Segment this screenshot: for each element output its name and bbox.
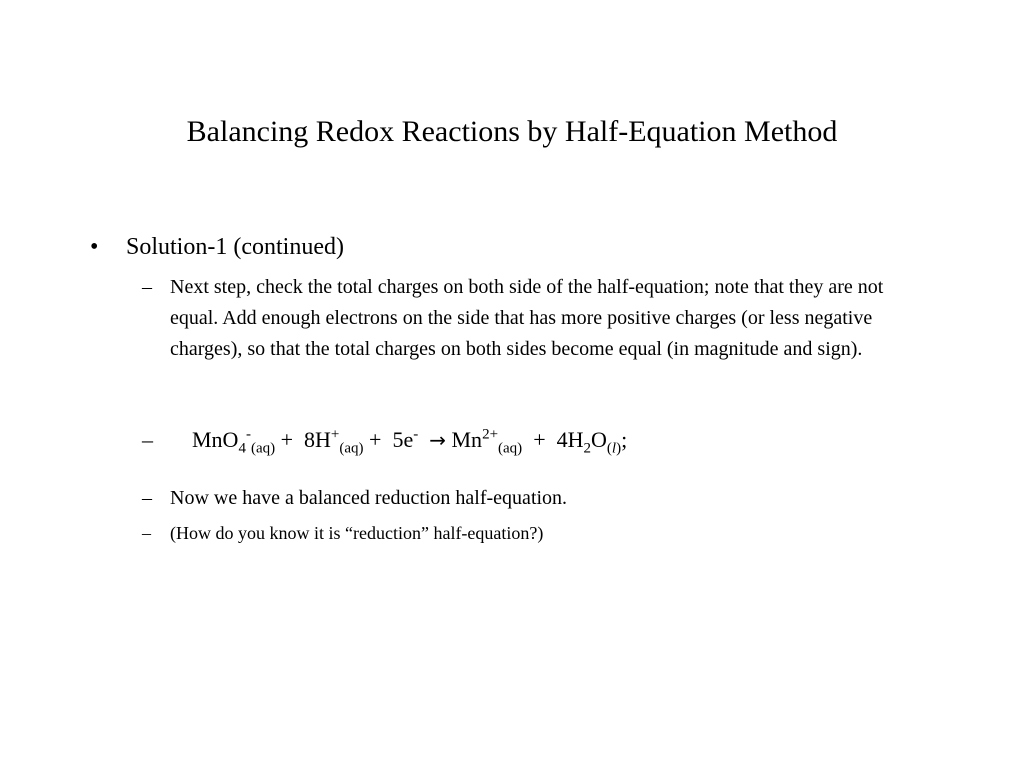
eq-state-aq: (aq) [498,440,523,457]
eq-electrons-superscript: - [413,426,419,443]
reaction-arrow-icon: → [429,428,446,452]
next-step-text: Next step, check the total charges on both side of the half-equation; note that they are not equal. Add enough electrons on the side that has more positive charges (or less negative charges), so that the total charges on both sides become equal (in magnitude and sign). [170,276,884,360]
eq-mno4-subscript: 4 [238,440,246,457]
eq-state-liquid [607,440,621,456]
slide-title: Balancing Redox Reactions by Half-Equation Method [186,115,838,148]
eq-electrons: 5e [392,427,414,452]
eq-state-aq: (aq) [339,440,364,457]
eq-manganese-superscript: 2+ [482,426,499,443]
eq-liquid-l: l [611,440,617,457]
eq-manganese: Mn [451,427,483,452]
dash-marker: – [142,523,151,543]
eq-plus: + [280,427,294,452]
eq-plus: + [369,427,382,452]
eq-hydrogen: 8H [304,427,331,452]
eq-hydrogen-superscript: + [330,426,340,443]
bullet-text: Solution-1 (continued) [126,234,344,260]
eq-plus: + [533,427,546,452]
bullet-marker: • [90,234,99,260]
question-text: (How do you know it is “reduction” half-equation?) [170,523,544,543]
dash-marker: – [142,427,153,452]
eq-state-aq: (aq) [250,440,276,457]
dash-marker: – [142,487,152,509]
eq-mno4-superscript: - [245,426,251,443]
eq-water-o: O [591,427,607,452]
eq-end: ; [621,427,628,452]
eq-water-h: 4H [556,427,584,452]
balanced-text: Now we have a balanced reduction half-equation. [170,487,568,509]
eq-mno4: MnO [192,427,239,452]
half-equation [192,424,627,456]
eq-water-subscript: 2 [583,440,591,457]
eq-liquid-open: ( [606,440,612,457]
dash-marker: – [142,276,152,298]
eq-liquid-close: ) [616,440,622,457]
